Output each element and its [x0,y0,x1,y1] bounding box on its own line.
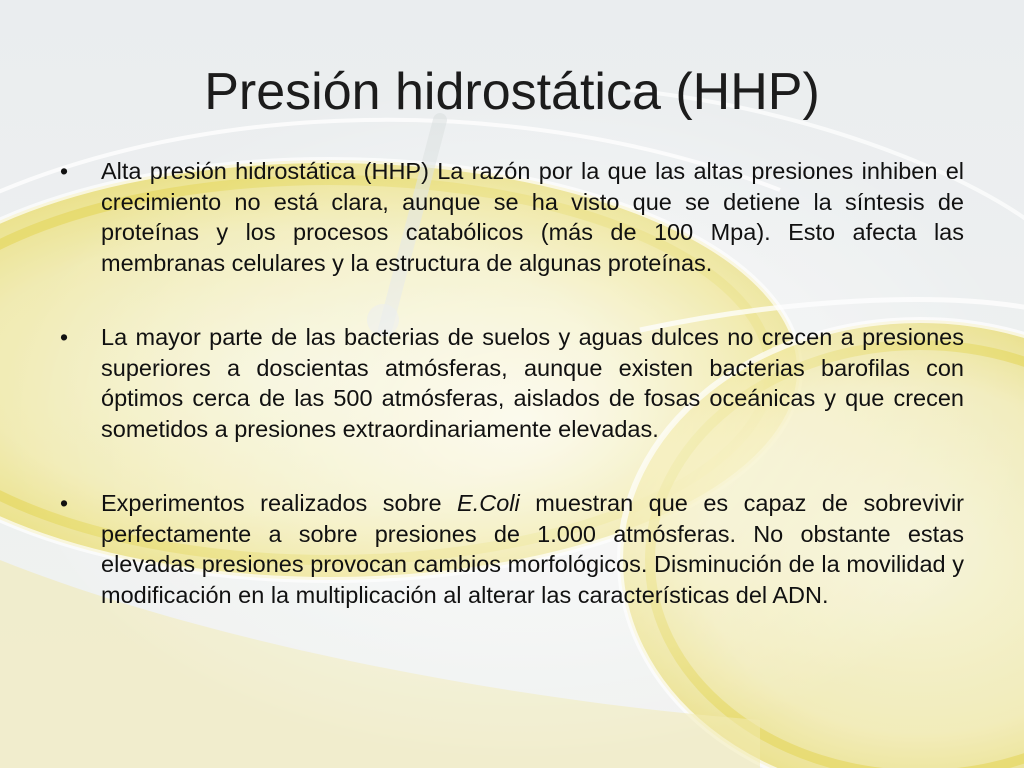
bullet-text-before: Experimentos realizados sobre [101,490,458,516]
bullet-item [56,322,964,444]
slide-title: Presión hidrostática (HHP) [204,63,820,121]
bullet-item [56,488,964,610]
bullet-text: Alta presión hidrostática (HHP) La razón por la que las altas presiones inhiben el crecimiento no está clara, aunque se ha visto que se detiene la síntesis de proteínas y los procesos catabólicos (más de 100 Mpa). Esto afecta las membranas celulares y la estructura de algunas proteínas. [101,158,964,276]
bullet-list [56,156,964,654]
bullet-dot: • [60,490,69,516]
bullet-text-after: muestran que es capaz de sobrevivir perfectamente a sobre presiones de 1.000 atmósferas. No obstante estas elevadas presiones provocan cambios morfológicos. Disminución de la movilidad y modificación en la multiplicación al alterar las características del ADN. [101,490,964,608]
bullet-dot: • [60,324,69,350]
bullet-text: La mayor parte de las bacterias de suelos y aguas dulces no crecen a presiones superiores a doscientas atmósferas, aunque existen bacterias barofilas con óptimos cerca de las 500 atmósferas, aislados de fosas oceánicas y que crecen sometidos a presiones extraordinariamente elevadas. [101,324,964,442]
bullet-dot: • [60,158,69,184]
bullet-item [56,156,964,278]
bullet-text-italic-organism: E.Coli [457,490,520,516]
